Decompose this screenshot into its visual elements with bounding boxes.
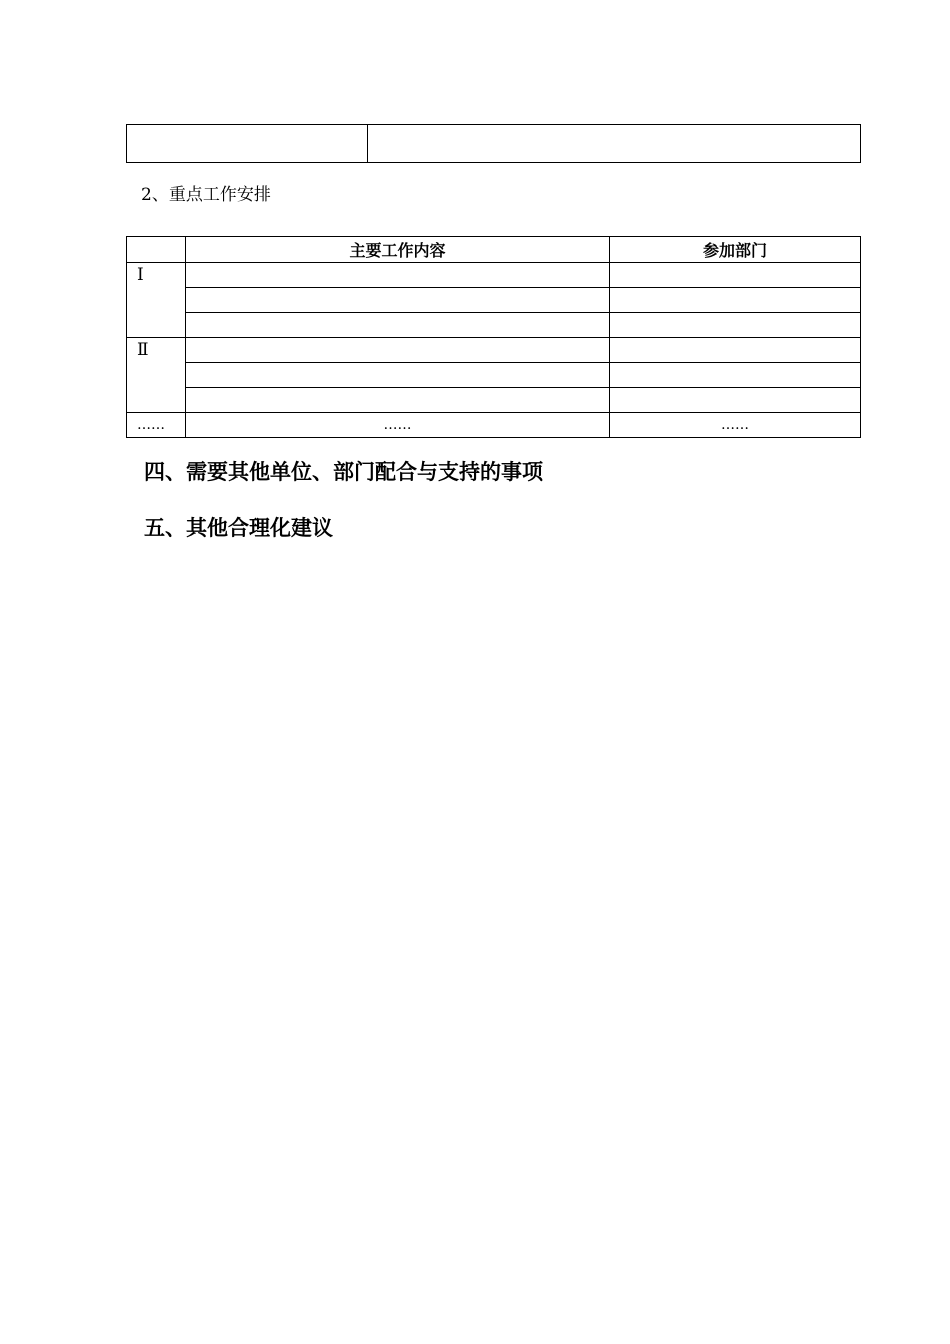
department-cell	[610, 313, 861, 338]
table-row	[127, 313, 861, 338]
key-work-table	[126, 236, 861, 438]
header-participating-departments: 参加部门	[610, 237, 861, 263]
top-table	[126, 124, 861, 163]
work-content-cell	[186, 288, 610, 313]
table-row	[127, 338, 861, 363]
section-5-heading: 五、其他合理化建议	[144, 515, 333, 540]
section-2-heading: 2、重点工作安排	[141, 185, 271, 205]
section-4-heading: 四、需要其他单位、部门配合与支持的事项	[144, 459, 543, 484]
table-row	[127, 363, 861, 388]
department-cell	[610, 338, 861, 363]
ellipsis-cell: ……	[127, 413, 186, 438]
ellipsis-cell: ……	[610, 413, 861, 438]
ellipsis-cell: ……	[186, 413, 610, 438]
table-row	[127, 125, 861, 163]
work-content-cell	[186, 338, 610, 363]
header-index	[127, 237, 186, 263]
table-row	[127, 388, 861, 413]
department-cell	[610, 388, 861, 413]
work-content-cell	[186, 363, 610, 388]
work-content-cell	[186, 388, 610, 413]
table-cell	[368, 125, 861, 163]
department-cell	[610, 263, 861, 288]
table-cell	[127, 125, 368, 163]
ellipsis-row	[127, 413, 861, 438]
header-main-work-content: 主要工作内容	[186, 237, 610, 263]
group-label-2: Ⅱ	[127, 338, 186, 413]
group-label-1: Ⅰ	[127, 263, 186, 338]
work-content-cell	[186, 313, 610, 338]
table-row	[127, 263, 861, 288]
work-content-cell	[186, 263, 610, 288]
department-cell	[610, 363, 861, 388]
table-header-row	[127, 237, 861, 263]
department-cell	[610, 288, 861, 313]
table-row	[127, 288, 861, 313]
